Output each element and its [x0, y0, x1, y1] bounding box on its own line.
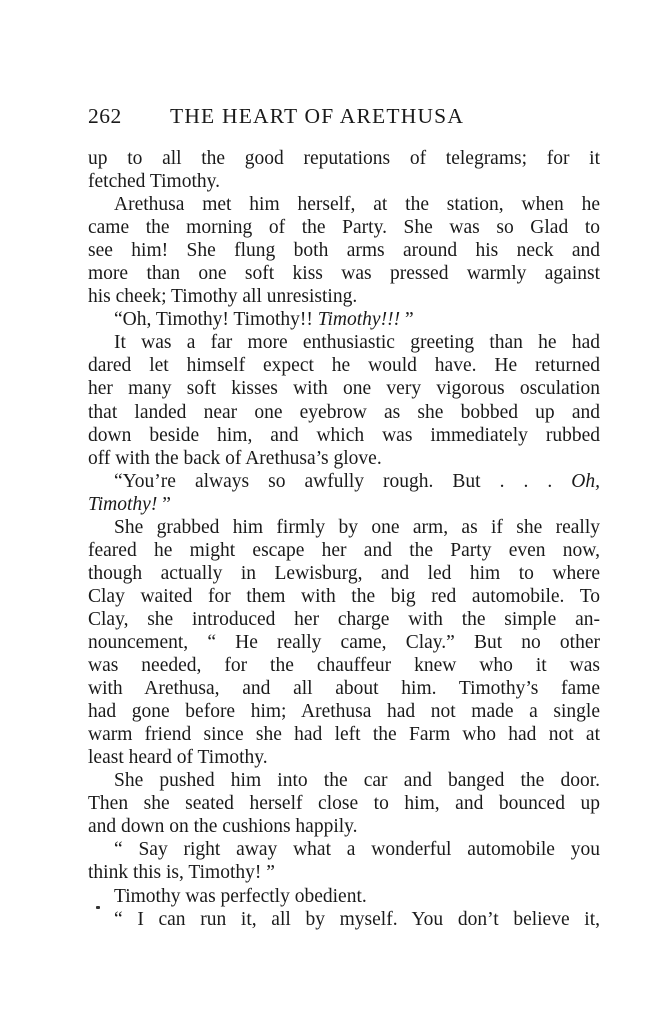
text-line	[88, 424, 600, 447]
italic-text: Oh,	[571, 470, 600, 492]
text-line-content: “ Say right away what a wonderful automobile you	[114, 839, 600, 861]
text-line	[88, 262, 600, 285]
text-line	[88, 677, 600, 700]
italic-text: Timothy!	[88, 493, 158, 515]
text-line-content: off with the back of Arethusa’s glove.	[88, 447, 382, 469]
text-line	[88, 746, 600, 769]
text-line	[88, 885, 600, 908]
text-line-content: fetched Timothy.	[88, 171, 220, 193]
text-line	[88, 700, 600, 723]
italic-text: Timothy!!!	[317, 309, 401, 331]
text-line	[88, 516, 600, 539]
text-line	[88, 654, 600, 677]
body-text	[88, 147, 600, 931]
text-line-content: nouncement, “ He really came, Clay.” But no other	[88, 631, 600, 653]
running-title: THE HEART OF ARETHUSA	[170, 104, 465, 128]
text-line-content: Then she seated herself close to him, and bounced up	[88, 793, 600, 815]
text-line	[88, 562, 600, 585]
text-line	[88, 377, 600, 400]
text-line	[88, 170, 600, 193]
text-line	[88, 285, 600, 308]
text-line	[88, 493, 600, 516]
closing-quote: ”	[157, 493, 171, 515]
text-line-content: “ I can run it, all by myself. You don’t believe it,	[114, 908, 600, 930]
text-line-content: his cheek; Timothy all unresisting.	[88, 286, 358, 308]
text-line-content: least heard of Timothy.	[88, 747, 268, 769]
text-line-content: Clay waited for them with the big red automobile. To	[88, 585, 600, 607]
text-line	[88, 631, 600, 654]
text-line-content: that landed near one eyebrow as she bobbed up and	[88, 401, 600, 423]
text-line	[88, 908, 600, 931]
text-line	[88, 470, 600, 493]
text-line-content: came the morning of the Party. She was so Glad to	[88, 217, 600, 239]
text-line	[88, 401, 600, 424]
text-line	[88, 608, 600, 631]
text-line-content: was needed, for the chauffeur knew who it was	[88, 655, 600, 677]
text-line	[88, 331, 600, 354]
page-number: 262	[88, 104, 122, 128]
text-line-content: Arethusa met him herself, at the station, when he	[114, 194, 600, 216]
text-line-content: down beside him, and which was immediately rubbed	[88, 424, 600, 446]
text-line	[88, 354, 600, 377]
text-line-content: think this is, Timothy! ”	[88, 862, 275, 884]
text-line	[88, 539, 600, 562]
text-line-content: up to all the good reputations of telegrams; for it	[88, 148, 600, 169]
text-line	[88, 216, 600, 239]
text-line	[88, 147, 600, 170]
text-line-content: more than one soft kiss was pressed warmly against	[88, 263, 600, 285]
text-line-content: She grabbed him firmly by one arm, as if she really	[114, 516, 600, 538]
text-line	[88, 585, 600, 608]
text-line-content: It was a far more enthusiastic greeting than he had	[114, 332, 600, 354]
text-line-content: though actually in Lewisburg, and led him to where	[88, 562, 600, 584]
text-line	[88, 239, 600, 262]
text-line-content: Timothy was perfectly obedient.	[114, 885, 367, 907]
text-line	[88, 723, 600, 746]
text-line-content: and down on the cushions happily.	[88, 816, 358, 838]
text-line	[88, 447, 600, 470]
text-line	[88, 792, 600, 815]
text-line-content: dared let himself expect he would have. He returned	[88, 355, 600, 377]
text-line	[88, 838, 600, 861]
text-line	[88, 861, 600, 884]
text-line-content: warm friend since she had left the Farm who had not at	[88, 724, 600, 746]
text-line-content: feared he might escape her and the Party even now,	[88, 539, 600, 561]
print-speck	[96, 906, 100, 909]
text-line-content: with Arethusa, and all about him. Timothy’s fame	[88, 678, 600, 700]
text-line-content: her many soft kisses with one very vigorous osculation	[88, 378, 600, 400]
text-line-content: “Oh, Timothy! Timothy!!	[114, 309, 318, 331]
text-line	[88, 193, 600, 216]
running-head	[88, 104, 608, 136]
text-line	[88, 769, 600, 792]
text-line-content: Clay, she introduced her charge with the simple an-	[88, 608, 600, 630]
text-line	[88, 308, 600, 331]
text-line-content: see him! She flung both arms around his neck and	[88, 240, 600, 262]
text-line-content: She pushed him into the car and banged the door.	[114, 770, 600, 792]
text-line-content: had gone before him; Arethusa had not made a single	[88, 701, 600, 723]
text-line	[88, 815, 600, 838]
text-line-content: “You’re always so awfully rough. But . . .	[114, 470, 572, 492]
closing-quote: ”	[400, 309, 414, 331]
